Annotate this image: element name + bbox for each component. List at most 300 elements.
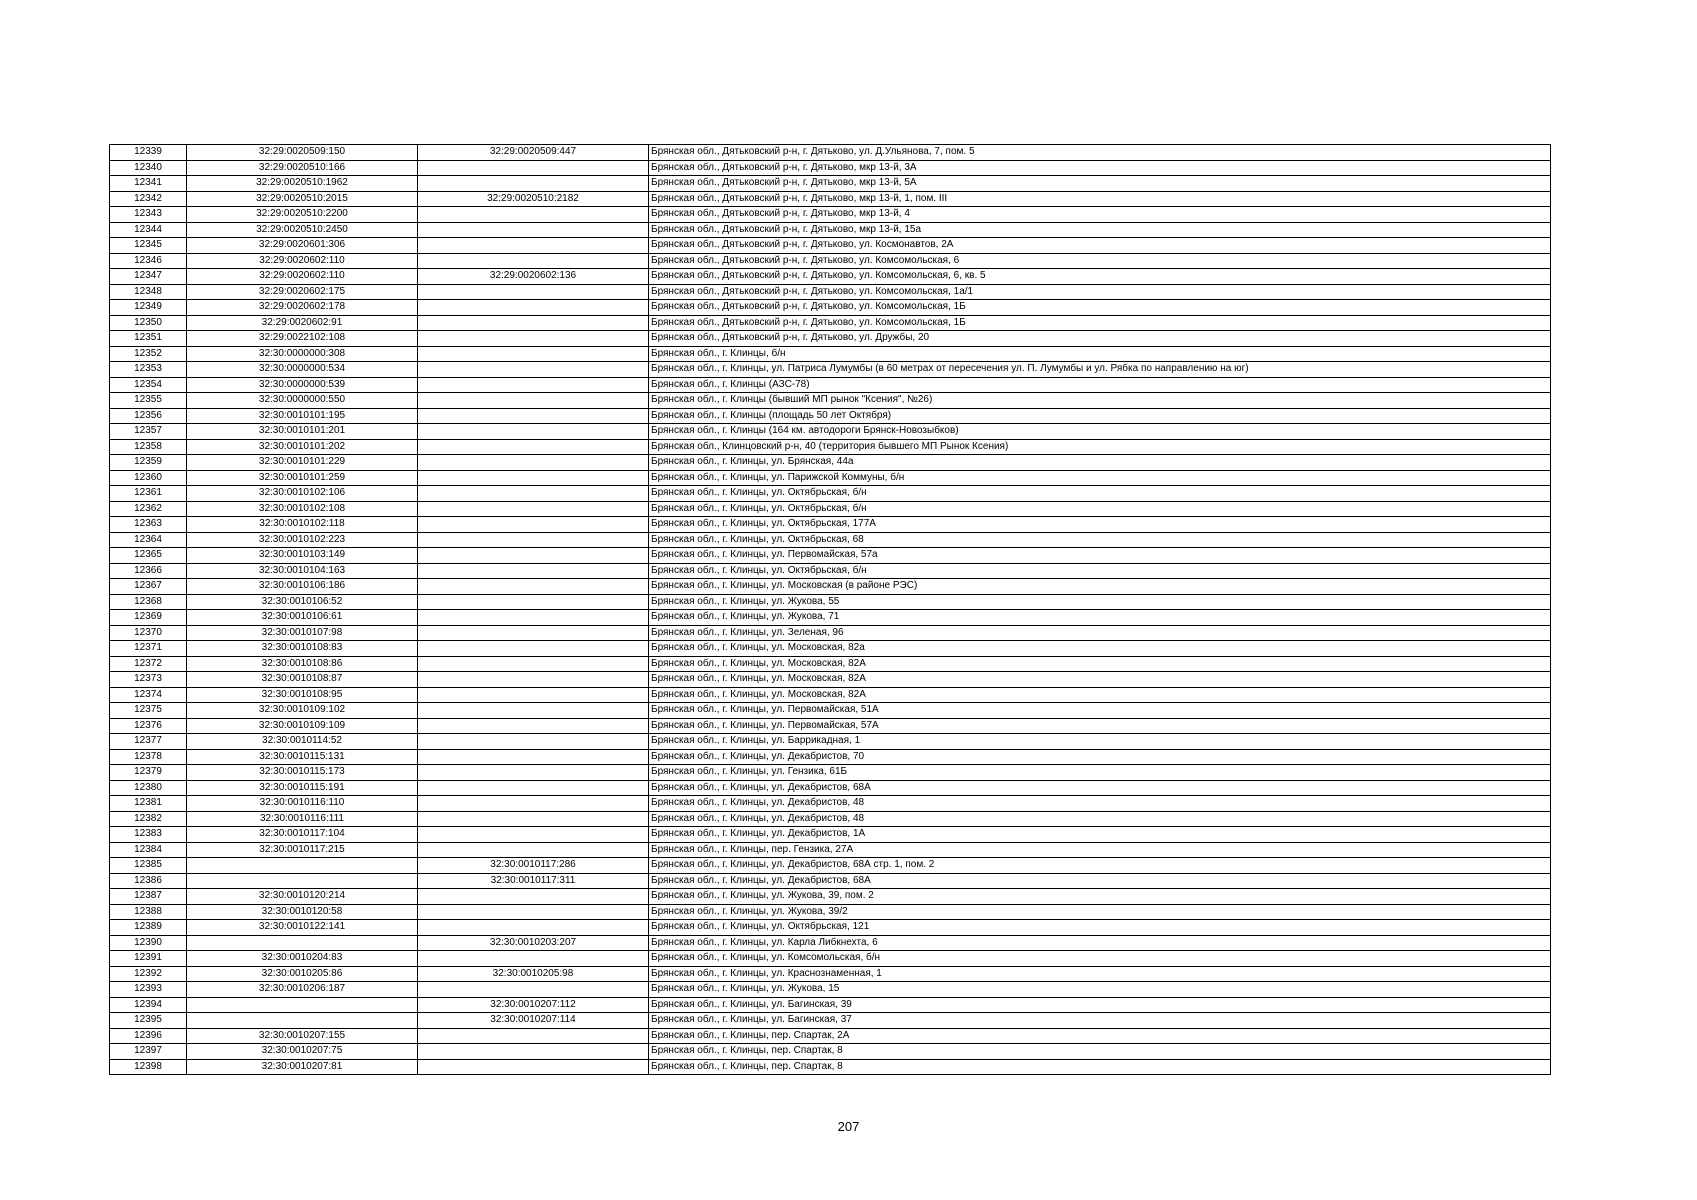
cadastral-number-cell: 32:30:0010116:111 [187, 811, 418, 827]
row-number-cell: 12384 [110, 842, 187, 858]
related-cadastral-number-cell [418, 703, 649, 719]
table-row [110, 641, 1551, 657]
related-cadastral-number-cell [418, 176, 649, 192]
related-cadastral-number-cell [418, 811, 649, 827]
row-number-cell: 12388 [110, 904, 187, 920]
address-cell: Брянская обл., г. Клинцы, ул. Первомайская, 57а [649, 548, 1551, 564]
address-cell: Брянская обл., Клинцовский р-н, 40 (территория бывшего МП Рынок Ксения) [649, 439, 1551, 455]
related-cadastral-number-cell [418, 718, 649, 734]
table-row [110, 439, 1551, 455]
address-cell: Брянская обл., Дятьковский р-н, г. Дятьково, ул. Комсомольская, 1Б [649, 315, 1551, 331]
table-row [110, 579, 1551, 595]
row-number-cell: 12376 [110, 718, 187, 734]
related-cadastral-number-cell [418, 765, 649, 781]
table-row [110, 873, 1551, 889]
cadastral-number-cell [187, 1013, 418, 1029]
related-cadastral-number-cell [418, 1028, 649, 1044]
table-row [110, 548, 1551, 564]
row-number-cell: 12370 [110, 625, 187, 641]
table-row [110, 997, 1551, 1013]
table-row [110, 889, 1551, 905]
address-cell: Брянская обл., г. Клинцы, ул. Жукова, 15 [649, 982, 1551, 998]
cadastral-number-cell: 32:29:0020510:2450 [187, 222, 418, 238]
row-number-cell: 12359 [110, 455, 187, 471]
address-cell: Брянская обл., Дятьковский р-н, г. Дятьково, мкр 13-й, 4 [649, 207, 1551, 223]
address-cell: Брянская обл., Дятьковский р-н, г. Дятьково, мкр 13-й, 3А [649, 160, 1551, 176]
table-row [110, 408, 1551, 424]
address-cell: Брянская обл., г. Клинцы, ул. Октябрьская, 121 [649, 920, 1551, 936]
row-number-cell: 12396 [110, 1028, 187, 1044]
address-cell: Брянская обл., г. Клинцы, ул. Багинская, 39 [649, 997, 1551, 1013]
cadastral-number-cell: 32:29:0020602:91 [187, 315, 418, 331]
cadastral-number-cell: 32:30:0010206:187 [187, 982, 418, 998]
cadastral-number-cell: 32:30:0010101:229 [187, 455, 418, 471]
table-row [110, 656, 1551, 672]
cadastral-number-cell: 32:30:0010205:86 [187, 966, 418, 982]
cadastral-number-cell: 32:29:0020510:166 [187, 160, 418, 176]
table-row [110, 672, 1551, 688]
related-cadastral-number-cell [418, 920, 649, 936]
row-number-cell: 12345 [110, 238, 187, 254]
row-number-cell: 12392 [110, 966, 187, 982]
table-row [110, 517, 1551, 533]
cadastral-number-cell: 32:30:0010207:81 [187, 1059, 418, 1075]
cadastral-number-cell [187, 997, 418, 1013]
cadastral-number-cell: 32:30:0010106:52 [187, 594, 418, 610]
address-cell: Брянская обл., г. Клинцы, ул. Патриса Лумумбы (в 60 метрах от пересечения ул. П. Лумумбы и ул. Рябка по направлению на юг) [649, 362, 1551, 378]
row-number-cell: 12372 [110, 656, 187, 672]
address-cell: Брянская обл., г. Клинцы, ул. Багинская, 37 [649, 1013, 1551, 1029]
row-number-cell: 12341 [110, 176, 187, 192]
row-number-cell: 12355 [110, 393, 187, 409]
cadastral-number-cell: 32:30:0000000:550 [187, 393, 418, 409]
row-number-cell: 12379 [110, 765, 187, 781]
related-cadastral-number-cell [418, 222, 649, 238]
cadastral-number-cell [187, 873, 418, 889]
table-row [110, 532, 1551, 548]
table-row [110, 191, 1551, 207]
address-cell: Брянская обл., г. Клинцы, ул. Гензика, 61Б [649, 765, 1551, 781]
address-cell: Брянская обл., г. Клинцы, ул. Московская (в районе РЭС) [649, 579, 1551, 595]
row-number-cell: 12385 [110, 858, 187, 874]
related-cadastral-number-cell [418, 749, 649, 765]
cadastral-number-cell: 32:30:0010120:214 [187, 889, 418, 905]
address-cell: Брянская обл., Дятьковский р-н, г. Дятьково, ул. Дружбы, 20 [649, 331, 1551, 347]
related-cadastral-number-cell [418, 455, 649, 471]
row-number-cell: 12367 [110, 579, 187, 595]
address-cell: Брянская обл., г. Клинцы, ул. Брянская, 44а [649, 455, 1551, 471]
table-row [110, 610, 1551, 626]
related-cadastral-number-cell [418, 842, 649, 858]
table-row [110, 145, 1551, 161]
cadastral-number-cell: 32:29:0020510:1962 [187, 176, 418, 192]
address-cell: Брянская обл., г. Клинцы, пер. Спартак, 2А [649, 1028, 1551, 1044]
cadastral-number-cell: 32:29:0020602:175 [187, 284, 418, 300]
address-cell: Брянская обл., г. Клинцы, пер. Спартак, 8 [649, 1044, 1551, 1060]
related-cadastral-number-cell [418, 207, 649, 223]
address-cell: Брянская обл., г. Клинцы, ул. Первомайская, 57А [649, 718, 1551, 734]
address-cell: Брянская обл., г. Клинцы, ул. Московская, 82А [649, 687, 1551, 703]
table-row [110, 749, 1551, 765]
address-cell: Брянская обл., г. Клинцы, ул. Зеленая, 96 [649, 625, 1551, 641]
table-row [110, 346, 1551, 362]
related-cadastral-number-cell [418, 300, 649, 316]
row-number-cell: 12397 [110, 1044, 187, 1060]
address-cell: Брянская обл., Дятьковский р-н, г. Дятьково, ул. Комсомольская, 1Б [649, 300, 1551, 316]
table-row [110, 594, 1551, 610]
cadastral-number-cell: 32:30:0010108:87 [187, 672, 418, 688]
row-number-cell: 12347 [110, 269, 187, 285]
address-cell: Брянская обл., г. Клинцы, ул. Декабристов, 48 [649, 811, 1551, 827]
address-cell: Брянская обл., г. Клинцы, ул. Декабристов, 68А [649, 780, 1551, 796]
cadastral-number-cell: 32:30:0010117:215 [187, 842, 418, 858]
row-number-cell: 12391 [110, 951, 187, 967]
row-number-cell: 12393 [110, 982, 187, 998]
cadastral-number-cell: 32:30:0010117:104 [187, 827, 418, 843]
related-cadastral-number-cell [418, 687, 649, 703]
address-cell: Брянская обл., г. Клинцы, ул. Комсомольская, б/н [649, 951, 1551, 967]
table-row [110, 269, 1551, 285]
related-cadastral-number-cell [418, 827, 649, 843]
table-row [110, 796, 1551, 812]
address-cell: Брянская обл., г. Клинцы, ул. Баррикадная, 1 [649, 734, 1551, 750]
related-cadastral-number-cell [418, 532, 649, 548]
related-cadastral-number-cell: 32:30:0010117:286 [418, 858, 649, 874]
cadastral-number-cell: 32:29:0020602:110 [187, 269, 418, 285]
row-number-cell: 12386 [110, 873, 187, 889]
related-cadastral-number-cell: 32:29:0020509:447 [418, 145, 649, 161]
row-number-cell: 12344 [110, 222, 187, 238]
address-cell: Брянская обл., г. Клинцы, б/н [649, 346, 1551, 362]
table-row [110, 811, 1551, 827]
address-cell: Брянская обл., Дятьковский р-н, г. Дятьково, ул. Космонавтов, 2А [649, 238, 1551, 254]
table-row [110, 734, 1551, 750]
cadastral-number-cell: 32:30:0010108:83 [187, 641, 418, 657]
row-number-cell: 12395 [110, 1013, 187, 1029]
related-cadastral-number-cell [418, 253, 649, 269]
cadastral-number-cell: 32:29:0022102:108 [187, 331, 418, 347]
related-cadastral-number-cell [418, 889, 649, 905]
cadastral-number-cell [187, 935, 418, 951]
table-row [110, 842, 1551, 858]
cadastral-number-cell: 32:29:0020602:110 [187, 253, 418, 269]
table-row [110, 827, 1551, 843]
table-row [110, 951, 1551, 967]
row-number-cell: 12371 [110, 641, 187, 657]
related-cadastral-number-cell [418, 548, 649, 564]
table-row [110, 1059, 1551, 1075]
address-cell: Брянская обл., Дятьковский р-н, г. Дятьково, ул. Комсомольская, 6, кв. 5 [649, 269, 1551, 285]
table-row [110, 718, 1551, 734]
row-number-cell: 12375 [110, 703, 187, 719]
row-number-cell: 12366 [110, 563, 187, 579]
cadastral-number-cell: 32:29:0020601:306 [187, 238, 418, 254]
cadastral-number-cell: 32:30:0010120:58 [187, 904, 418, 920]
related-cadastral-number-cell [418, 796, 649, 812]
table-row [110, 486, 1551, 502]
row-number-cell: 12369 [110, 610, 187, 626]
cadastral-number-cell: 32:30:0010102:108 [187, 501, 418, 517]
row-number-cell: 12339 [110, 145, 187, 161]
cadastral-number-cell: 32:29:0020509:150 [187, 145, 418, 161]
address-cell: Брянская обл., Дятьковский р-н, г. Дятьково, мкр 13-й, 15а [649, 222, 1551, 238]
row-number-cell: 12342 [110, 191, 187, 207]
related-cadastral-number-cell [418, 238, 649, 254]
cadastral-number-cell: 32:30:0010115:131 [187, 749, 418, 765]
table-row [110, 393, 1551, 409]
related-cadastral-number-cell: 32:30:0010207:112 [418, 997, 649, 1013]
table-row [110, 920, 1551, 936]
row-number-cell: 12382 [110, 811, 187, 827]
cadastral-number-cell: 32:30:0000000:308 [187, 346, 418, 362]
related-cadastral-number-cell [418, 439, 649, 455]
cadastral-number-cell: 32:30:0010104:163 [187, 563, 418, 579]
cadastral-number-cell: 32:30:0010116:110 [187, 796, 418, 812]
cadastral-number-cell: 32:30:0010101:201 [187, 424, 418, 440]
address-cell: Брянская обл., г. Клинцы, ул. Парижской Коммуны, б/н [649, 470, 1551, 486]
address-cell: Брянская обл., г. Клинцы, ул. Октябрьская, 177А [649, 517, 1551, 533]
row-number-cell: 12352 [110, 346, 187, 362]
table-row [110, 377, 1551, 393]
related-cadastral-number-cell [418, 656, 649, 672]
row-number-cell: 12358 [110, 439, 187, 455]
address-cell: Брянская обл., г. Клинцы, ул. Декабристов, 68А [649, 873, 1551, 889]
cadastral-number-cell: 32:30:0010109:109 [187, 718, 418, 734]
row-number-cell: 12373 [110, 672, 187, 688]
related-cadastral-number-cell [418, 362, 649, 378]
table-row [110, 284, 1551, 300]
table-row [110, 470, 1551, 486]
row-number-cell: 12380 [110, 780, 187, 796]
address-cell: Брянская обл., г. Клинцы, ул. Первомайская, 51А [649, 703, 1551, 719]
table-row [110, 238, 1551, 254]
cadastral-number-cell: 32:29:0020602:178 [187, 300, 418, 316]
address-cell: Брянская обл., г. Клинцы, ул. Жукова, 39/2 [649, 904, 1551, 920]
cadastral-number-cell: 32:30:0010106:186 [187, 579, 418, 595]
table-row [110, 331, 1551, 347]
cadastral-number-cell: 32:30:0010102:106 [187, 486, 418, 502]
cadastral-number-cell [187, 858, 418, 874]
address-cell: Брянская обл., г. Клинцы, ул. Декабристов, 48 [649, 796, 1551, 812]
cadastral-number-cell: 32:30:0010108:86 [187, 656, 418, 672]
cadastral-number-cell: 32:30:0010114:52 [187, 734, 418, 750]
cadastral-number-cell: 32:30:0010207:75 [187, 1044, 418, 1060]
table-row [110, 424, 1551, 440]
address-cell: Брянская обл., г. Клинцы, ул. Жукова, 39, пом. 2 [649, 889, 1551, 905]
row-number-cell: 12348 [110, 284, 187, 300]
related-cadastral-number-cell [418, 780, 649, 796]
row-number-cell: 12378 [110, 749, 187, 765]
table-row [110, 625, 1551, 641]
related-cadastral-number-cell [418, 377, 649, 393]
related-cadastral-number-cell [418, 1044, 649, 1060]
table-row [110, 904, 1551, 920]
address-cell: Брянская обл., г. Клинцы, ул. Декабристов, 1А [649, 827, 1551, 843]
table-row [110, 858, 1551, 874]
related-cadastral-number-cell [418, 734, 649, 750]
table-row [110, 780, 1551, 796]
property-register-table [109, 144, 1551, 1075]
related-cadastral-number-cell [418, 486, 649, 502]
related-cadastral-number-cell [418, 408, 649, 424]
table-row [110, 935, 1551, 951]
address-cell: Брянская обл., г. Клинцы (площадь 50 лет Октября) [649, 408, 1551, 424]
cadastral-number-cell: 32:30:0010101:195 [187, 408, 418, 424]
related-cadastral-number-cell [418, 346, 649, 362]
cadastral-number-cell: 32:30:0010204:83 [187, 951, 418, 967]
cadastral-number-cell: 32:30:0010207:155 [187, 1028, 418, 1044]
address-cell: Брянская обл., г. Клинцы, ул. Декабристов, 70 [649, 749, 1551, 765]
row-number-cell: 12383 [110, 827, 187, 843]
cadastral-number-cell: 32:29:0020510:2200 [187, 207, 418, 223]
address-cell: Брянская обл., г. Клинцы (АЗС-78) [649, 377, 1551, 393]
row-number-cell: 12387 [110, 889, 187, 905]
cadastral-number-cell: 32:30:0000000:534 [187, 362, 418, 378]
related-cadastral-number-cell: 32:29:0020602:136 [418, 269, 649, 285]
address-cell: Брянская обл., г. Клинцы, ул. Краснознаменная, 1 [649, 966, 1551, 982]
related-cadastral-number-cell [418, 284, 649, 300]
related-cadastral-number-cell: 32:30:0010117:311 [418, 873, 649, 889]
table-row [110, 455, 1551, 471]
related-cadastral-number-cell: 32:29:0020510:2182 [418, 191, 649, 207]
cadastral-number-cell: 32:30:0010108:95 [187, 687, 418, 703]
related-cadastral-number-cell [418, 951, 649, 967]
table-row [110, 966, 1551, 982]
row-number-cell: 12390 [110, 935, 187, 951]
row-number-cell: 12340 [110, 160, 187, 176]
related-cadastral-number-cell [418, 579, 649, 595]
address-cell: Брянская обл., Дятьковский р-н, г. Дятьково, мкр 13-й, 5А [649, 176, 1551, 192]
cadastral-number-cell: 32:30:0010106:61 [187, 610, 418, 626]
address-cell: Брянская обл., г. Клинцы, ул. Октябрьская, б/н [649, 501, 1551, 517]
row-number-cell: 12349 [110, 300, 187, 316]
row-number-cell: 12389 [110, 920, 187, 936]
related-cadastral-number-cell [418, 610, 649, 626]
row-number-cell: 12350 [110, 315, 187, 331]
table-row [110, 160, 1551, 176]
address-cell: Брянская обл., г. Клинцы, пер. Гензика, 27А [649, 842, 1551, 858]
related-cadastral-number-cell [418, 904, 649, 920]
register-table-body [110, 145, 1551, 1075]
address-cell: Брянская обл., г. Клинцы, ул. Московская, 82А [649, 656, 1551, 672]
related-cadastral-number-cell [418, 315, 649, 331]
row-number-cell: 12360 [110, 470, 187, 486]
row-number-cell: 12374 [110, 687, 187, 703]
table-row [110, 253, 1551, 269]
cadastral-number-cell: 32:30:0010115:191 [187, 780, 418, 796]
cadastral-number-cell: 32:30:0010115:173 [187, 765, 418, 781]
address-cell: Брянская обл., Дятьковский р-н, г. Дятьково, ул. Д.Ульянова, 7, пом. 5 [649, 145, 1551, 161]
address-cell: Брянская обл., Дятьковский р-н, г. Дятьково, ул. Комсомольская, 1а/1 [649, 284, 1551, 300]
related-cadastral-number-cell [418, 424, 649, 440]
related-cadastral-number-cell [418, 625, 649, 641]
cadastral-number-cell: 32:30:0010102:223 [187, 532, 418, 548]
table-row [110, 563, 1551, 579]
row-number-cell: 12398 [110, 1059, 187, 1075]
table-row [110, 362, 1551, 378]
cadastral-number-cell: 32:30:0000000:539 [187, 377, 418, 393]
related-cadastral-number-cell [418, 393, 649, 409]
table-row [110, 687, 1551, 703]
address-cell: Брянская обл., г. Клинцы, ул. Декабристов, 68А стр. 1, пом. 2 [649, 858, 1551, 874]
address-cell: Брянская обл., г. Клинцы, ул. Октябрьская, б/н [649, 486, 1551, 502]
row-number-cell: 12357 [110, 424, 187, 440]
cadastral-number-cell: 32:30:0010101:259 [187, 470, 418, 486]
related-cadastral-number-cell [418, 160, 649, 176]
row-number-cell: 12364 [110, 532, 187, 548]
cadastral-number-cell: 32:30:0010107:98 [187, 625, 418, 641]
related-cadastral-number-cell [418, 517, 649, 533]
row-number-cell: 12354 [110, 377, 187, 393]
related-cadastral-number-cell [418, 331, 649, 347]
address-cell: Брянская обл., г. Клинцы, ул. Октябрьская, 68 [649, 532, 1551, 548]
row-number-cell: 12377 [110, 734, 187, 750]
table-row [110, 982, 1551, 998]
address-cell: Брянская обл., г. Клинцы, пер. Спартак, 8 [649, 1059, 1551, 1075]
cadastral-number-cell: 32:30:0010102:118 [187, 517, 418, 533]
related-cadastral-number-cell [418, 501, 649, 517]
row-number-cell: 12356 [110, 408, 187, 424]
page-number: 207 [837, 1119, 860, 1134]
row-number-cell: 12363 [110, 517, 187, 533]
table-row [110, 315, 1551, 331]
related-cadastral-number-cell [418, 594, 649, 610]
cadastral-number-cell: 32:30:0010109:102 [187, 703, 418, 719]
table-row [110, 1013, 1551, 1029]
row-number-cell: 12362 [110, 501, 187, 517]
related-cadastral-number-cell [418, 672, 649, 688]
related-cadastral-number-cell [418, 641, 649, 657]
row-number-cell: 12346 [110, 253, 187, 269]
table-row [110, 176, 1551, 192]
related-cadastral-number-cell: 32:30:0010207:114 [418, 1013, 649, 1029]
address-cell: Брянская обл., г. Клинцы, ул. Московская, 82а [649, 641, 1551, 657]
address-cell: Брянская обл., г. Клинцы, ул. Карла Либкнехта, 6 [649, 935, 1551, 951]
table-row [110, 765, 1551, 781]
cadastral-number-cell: 32:30:0010101:202 [187, 439, 418, 455]
address-cell: Брянская обл., г. Клинцы (164 км. автодороги Брянск-Новозыбков) [649, 424, 1551, 440]
table-row [110, 1044, 1551, 1060]
row-number-cell: 12343 [110, 207, 187, 223]
related-cadastral-number-cell [418, 470, 649, 486]
related-cadastral-number-cell: 32:30:0010203:207 [418, 935, 649, 951]
row-number-cell: 12351 [110, 331, 187, 347]
cadastral-number-cell: 32:30:0010103:149 [187, 548, 418, 564]
related-cadastral-number-cell [418, 563, 649, 579]
row-number-cell: 12365 [110, 548, 187, 564]
address-cell: Брянская обл., Дятьковский р-н, г. Дятьково, ул. Комсомольская, 6 [649, 253, 1551, 269]
related-cadastral-number-cell [418, 982, 649, 998]
address-cell: Брянская обл., г. Клинцы, ул. Октябрьская, б/н [649, 563, 1551, 579]
address-cell: Брянская обл., г. Клинцы (бывший МП рынок "Ксения", №26) [649, 393, 1551, 409]
table-row [110, 703, 1551, 719]
related-cadastral-number-cell [418, 1059, 649, 1075]
table-row [110, 300, 1551, 316]
table-row [110, 207, 1551, 223]
table-row [110, 222, 1551, 238]
address-cell: Брянская обл., г. Клинцы, ул. Московская, 82А [649, 672, 1551, 688]
cadastral-number-cell: 32:29:0020510:2015 [187, 191, 418, 207]
row-number-cell: 12361 [110, 486, 187, 502]
row-number-cell: 12368 [110, 594, 187, 610]
row-number-cell: 12394 [110, 997, 187, 1013]
cadastral-number-cell: 32:30:0010122:141 [187, 920, 418, 936]
row-number-cell: 12353 [110, 362, 187, 378]
table-row [110, 501, 1551, 517]
row-number-cell: 12381 [110, 796, 187, 812]
address-cell: Брянская обл., г. Клинцы, ул. Жукова, 55 [649, 594, 1551, 610]
address-cell: Брянская обл., г. Клинцы, ул. Жукова, 71 [649, 610, 1551, 626]
